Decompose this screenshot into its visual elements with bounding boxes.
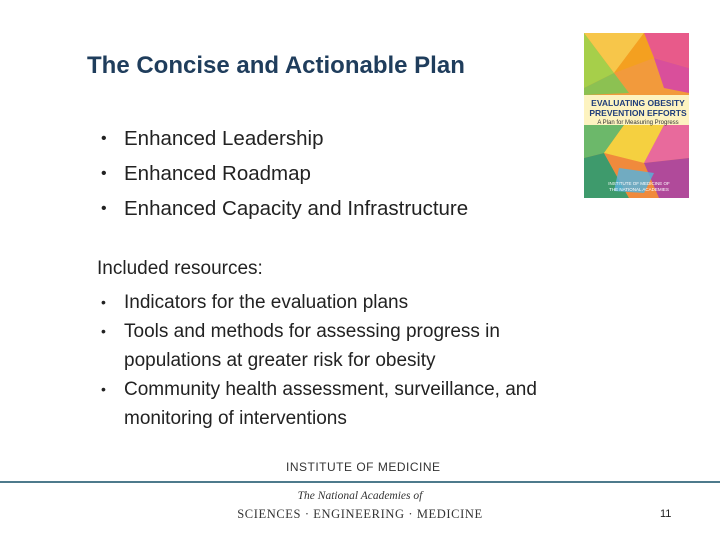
plan-bullet-list (97, 121, 468, 226)
resource-bullet-item: • Tools and methods for assessing progress in populations at greater risk for obesity (97, 317, 577, 375)
plan-bullet-item: • Enhanced Roadmap (97, 156, 468, 191)
footer-divider (0, 481, 720, 483)
cover-text-block (588, 98, 688, 126)
resource-bullet-item: • Indicators for the evaluation plans (97, 288, 577, 317)
report-cover-image (584, 33, 689, 198)
cover-title-line: PREVENTION EFFORTS (589, 108, 687, 118)
cover-publisher: INSTITUTE OF MEDICINE OF THE NATIONAL ACADEMIES (608, 181, 670, 192)
cover-title-line: EVALUATING OBESITY (591, 98, 685, 108)
plan-bullet-item: • Enhanced Leadership (97, 121, 468, 156)
academies-logo-line2: SCIENCES · ENGINEERING · MEDICINE (237, 507, 483, 521)
page-number: 11 (660, 508, 672, 520)
slide-title: The Concise and Actionable Plan (87, 52, 465, 79)
plan-bullet-item: • Enhanced Capacity and Infrastructure (97, 191, 468, 226)
resource-bullet-item: • Community health assessment, surveillance, and monitoring of interventions (97, 375, 577, 433)
institute-of-medicine-label: INSTITUTE OF MEDICINE (286, 460, 441, 474)
resources-bullet-list (97, 288, 577, 433)
resources-heading: Included resources: (97, 258, 263, 279)
academies-logo-line1: The National Academies of (297, 490, 423, 502)
cover-subtitle: A Plan for Measuring Progress (597, 120, 679, 126)
